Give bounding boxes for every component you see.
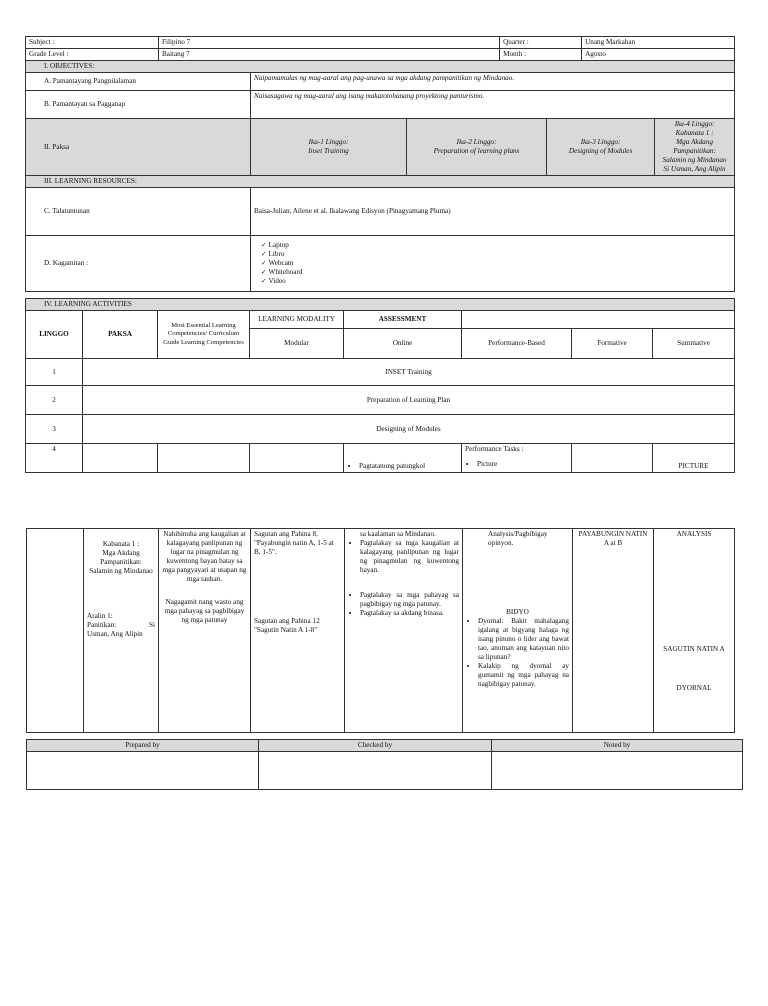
perf-bidyo: BIDYO	[506, 608, 529, 616]
performance-standard-label: B. Pamantayan sa Pagganap	[26, 91, 251, 119]
week4-modular	[250, 444, 344, 473]
cont-paksa-line: Salamin ng Mindanao	[89, 567, 153, 575]
cont-formative	[573, 529, 654, 733]
week-number: 2	[26, 386, 83, 415]
prepared-by-signature	[27, 752, 259, 790]
col-formative: Formative	[572, 329, 653, 359]
checked-by-signature	[259, 752, 492, 790]
material-item: ✓ Laptop	[270, 241, 731, 250]
performance-item: • Picture	[477, 460, 568, 469]
grade-label: Grade Level :	[26, 49, 159, 61]
col-paksa: PAKSA	[83, 311, 158, 359]
week-activity: Designing of Modules	[83, 415, 735, 444]
checked-by-label: Checked by	[259, 740, 492, 752]
content-standard-value: Naipamamalas ng mag-aaral ang pag-unawa sa mga akdang pampanitikan ng Mindanao.	[251, 73, 735, 91]
col-summative: Summative	[653, 329, 735, 359]
performance-tasks-title: Performance Tasks :	[465, 445, 524, 453]
cont-lesson: Aralin 1:	[87, 612, 113, 620]
materials-list	[254, 241, 731, 286]
assessment-spacer	[462, 311, 735, 329]
week-activity: Preparation of Learning Plan	[83, 386, 735, 415]
modular-item: Sagutan ang Pahina 12 "Sagutin Natin A 1-8"	[254, 617, 320, 634]
week-number: 4	[26, 444, 83, 473]
performance-standard-value: Naisasagawa ng mag-aaral ang isang makatotohanang proyektong panturismo.	[251, 91, 735, 119]
online-item: • Pagtatanong patungkol	[359, 462, 458, 471]
week4-title: Ika-4 Linggo:	[674, 120, 715, 128]
col-modular: Modular	[250, 329, 344, 359]
week4-line-2: Salamin ng Mindanao	[662, 156, 727, 164]
week4-chapter: Kabanata 1 :	[675, 129, 714, 137]
sum-item: DYORNAL	[676, 684, 712, 692]
paksa-week-3	[547, 119, 655, 176]
melc-item: Nagagamit nang wasto ang mga pahayag sa pagbibigay ng mga patunay	[164, 598, 245, 624]
subject-value: Filipino 7	[159, 37, 500, 49]
quarter-label: Quarter :	[500, 37, 582, 49]
week4-summative: PICTURE	[653, 444, 735, 473]
week4-formative	[572, 444, 653, 473]
paksa-week-1	[251, 119, 407, 176]
cont-performance	[463, 529, 573, 733]
activities-table	[25, 298, 735, 473]
cont-paksa	[84, 529, 159, 733]
lesson-plan-table	[25, 36, 735, 292]
week3-title: Ika-3 Linggo:	[580, 138, 621, 146]
week2-topic: Preparation of learning plans	[433, 147, 520, 155]
week4-line-1: Mga Akdang Pampanitikan:	[673, 138, 716, 155]
week3-topic: Designing of Modules	[568, 147, 633, 155]
week4-online	[344, 444, 462, 473]
col-online: Online	[344, 329, 462, 359]
online-item: • Pagtalakay sa mga pahayag sa pagbibigay ng mga patunay.	[360, 591, 459, 609]
week4-performance	[462, 444, 572, 473]
sum-item: ANALYSIS	[676, 530, 712, 538]
week4-melc	[158, 444, 250, 473]
material-item: ✓ Video	[270, 277, 731, 286]
week4-paksa	[83, 444, 158, 473]
subject-label: Subject :	[26, 37, 159, 49]
week-number: 1	[26, 359, 83, 386]
melc-item: Nahihinuha ang kaugalian at kalagayang panlipunan ng lugar na pinagmulan ng kuwentong bayan batay sa mga pangyayari at usapan ng mga tauhan.	[162, 530, 247, 583]
materials-list-cell	[251, 236, 735, 292]
noted-by-signature	[492, 752, 743, 790]
form-line: PAYABUNGIN NATIN	[578, 530, 648, 538]
week-activity: INSET Training	[83, 359, 735, 386]
month-label: Month :	[500, 49, 582, 61]
cont-lesson-label: Panitikan:	[87, 621, 117, 629]
week1-title: Ika-1 Linggo:	[308, 138, 349, 146]
cont-online	[345, 529, 463, 733]
perf-top: Analysis/Pagbibigay opinyon.	[488, 530, 548, 547]
content-standard-label: A. Pamantayang Pangnilalaman	[26, 73, 251, 91]
prepared-by-label: Prepared by	[27, 740, 259, 752]
month-value: Agosto	[582, 49, 735, 61]
online-top: sa kaalaman sa Mindanao.	[360, 530, 436, 538]
material-item: ✓ Libro	[270, 250, 731, 259]
paksa-week-2	[407, 119, 547, 176]
week4-line-3: Si Usman, Ang Alipin	[663, 165, 726, 173]
col-performance: Performance-Based	[462, 329, 572, 359]
paksa-week-4	[655, 119, 735, 176]
objectives-heading: I. OBJECTIVES:	[26, 61, 735, 73]
quarter-value: Unang Markahan	[582, 37, 735, 49]
modular-item: Sagutan ang Pahina 8, "Payabungin natin A, 1-5 at B, 1-5".	[254, 530, 334, 556]
week2-title: Ika-2 Linggo:	[456, 138, 497, 146]
material-item: ✓ Webcam	[270, 259, 731, 268]
references-value: Baisa-Julian, Ailene et al. Ikalawang Edisyon (Pinagyamang Pluma)	[251, 188, 735, 236]
cont-lesson-si: Si	[149, 621, 155, 629]
activities-heading: IV. LEARNING ACTIVITIES	[26, 299, 735, 311]
week1-topic: Inset Training	[308, 147, 349, 155]
grade-value: Baitang 7	[159, 49, 500, 61]
cont-linggo	[27, 529, 84, 733]
cont-paksa-line: Mga Akdang Pampanitikan:	[100, 549, 142, 566]
references-label: C. Talatuntunan	[26, 188, 251, 236]
perf-item: • Kalakip ng dyornal ay gumamit ng mga pahayag na nagbibigay patunay.	[478, 662, 569, 689]
col-linggo: LINGGO	[26, 311, 83, 359]
sum-item: SAGUTIN NATIN A	[663, 645, 725, 653]
perf-item: • Dyornal: Bakit mahalagang igalang at bigyang halaga ng isang pinuno o lider ang bawat tao, anuman ang katayuan nito sa lipunan?	[478, 617, 569, 662]
col-assessment: ASSESSMENT	[344, 311, 462, 329]
cont-summative	[654, 529, 735, 733]
cont-modular	[251, 529, 345, 733]
noted-by-label: Noted by	[492, 740, 743, 752]
online-item: • Pagtalakay sa mga kaugalian at kalagayang panlipunan ng lugar ng pinagmulan ng kuwentong bayan.	[360, 539, 459, 575]
col-melc: Most Essential Learning Competencies/ Curriculum Guide Learning Competencies	[158, 311, 250, 359]
continuation-table	[26, 528, 735, 733]
material-item: ✓ Whiteboard	[270, 268, 731, 277]
cont-chapter: Kabanata 1 :	[102, 540, 140, 548]
resources-heading: III. LEARNING RESOURCES:	[26, 176, 735, 188]
cont-melc	[159, 529, 251, 733]
signature-table	[26, 739, 743, 790]
online-item: • Pagtalakay sa akdang binasa.	[360, 609, 459, 618]
materials-label: D. Kagamitan :	[26, 236, 251, 292]
paksa-label: II. Paksa	[26, 119, 251, 176]
col-learning-modality: LEARNING MODALITY	[250, 311, 344, 329]
cont-lesson-title: Usman, Ang Alipin	[87, 630, 143, 638]
form-line: A at B	[603, 539, 623, 547]
week-number: 3	[26, 415, 83, 444]
